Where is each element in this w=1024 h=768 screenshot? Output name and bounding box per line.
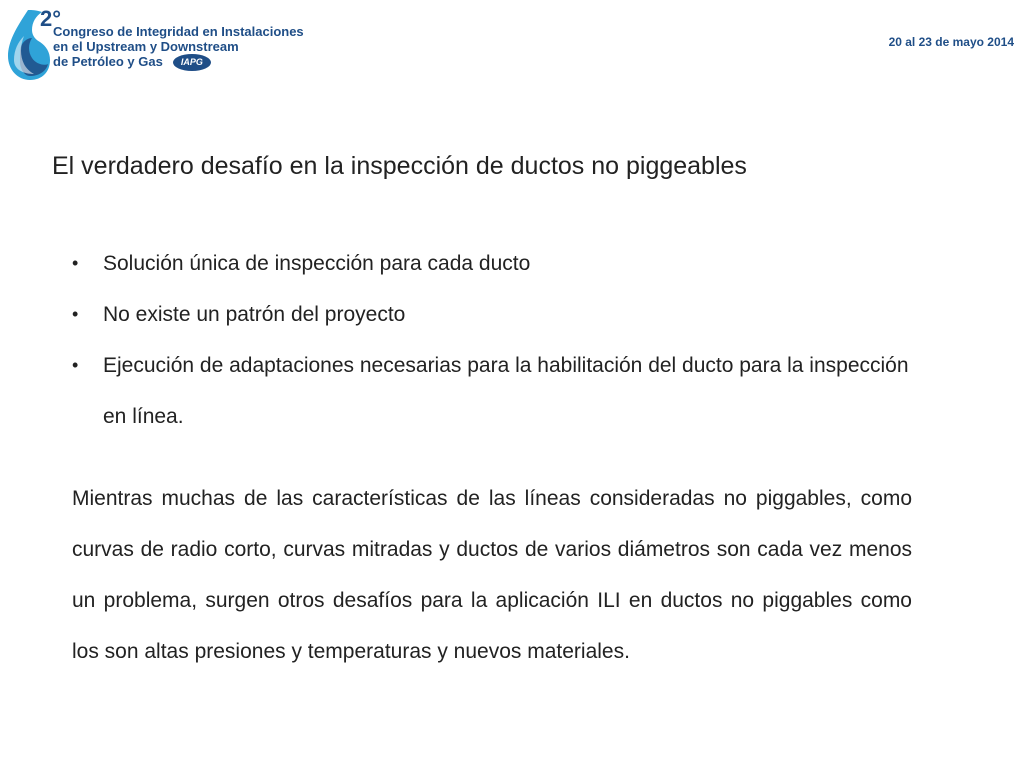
event-date: 20 al 23 de mayo 2014: [888, 35, 1014, 49]
bullet-item: [72, 289, 932, 340]
congress-name: [53, 24, 304, 71]
bullet-text: No existe un patrón del proyecto: [103, 303, 406, 326]
iapg-logo-badge: IAPG: [173, 54, 211, 71]
bullet-text: Solución única de inspección para cada ducto: [103, 252, 531, 275]
logo-number: 2°: [40, 6, 62, 31]
bullet-item: [72, 238, 932, 289]
bullet-dot: •: [72, 304, 79, 324]
congress-name-line-3: de Petróleo y Gas: [53, 54, 163, 69]
slide-header: [0, 0, 1024, 86]
bullet-dot: •: [72, 355, 79, 375]
bullet-list: [72, 238, 932, 442]
bullet-text: Ejecución de adaptaciones necesarias para la habilitación del ducto para la inspección en línea.: [103, 354, 909, 428]
slide-title: El verdadero desafío en la inspección de ductos no piggeables: [52, 152, 747, 180]
bullet-item: [72, 340, 932, 442]
congress-name-line-2: en el Upstream y Downstream: [53, 39, 239, 54]
bullet-dot: •: [72, 253, 79, 273]
congress-name-line-1: Congreso de Integridad en Instalaciones: [53, 24, 304, 39]
body-paragraph: Mientras muchas de las características de las líneas consideradas no piggables, como curvas de radio corto, curvas mitradas y ductos de varios diámetros son cada vez menos un problema, surgen otros desafíos para la aplicación ILI en ductos no piggables como los son altas presiones y temperaturas y nuevos materiales.: [72, 487, 912, 663]
